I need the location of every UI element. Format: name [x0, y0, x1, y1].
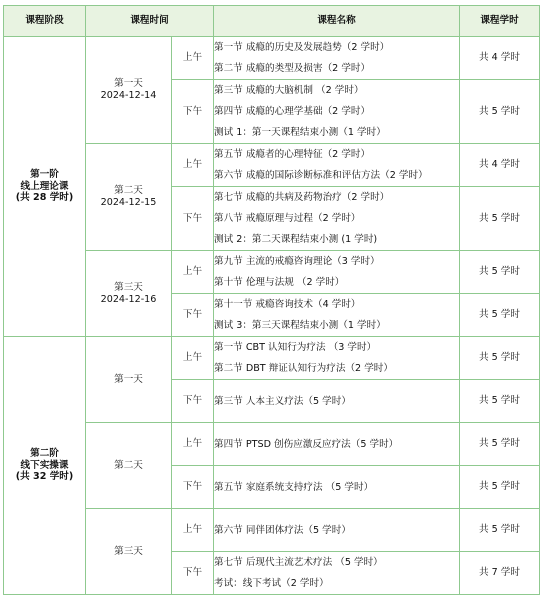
day-date: 2024-12-15 [100, 197, 157, 208]
lessons-cell [214, 294, 460, 337]
session-hours-cell: 共 5 学时 [460, 337, 540, 380]
lesson-item: 第二节 DBT 辩证认知行为疗法（2 学时） [214, 363, 393, 374]
half-day-cell: 下午 [172, 294, 214, 337]
session-hours-cell: 共 5 学时 [460, 294, 540, 337]
session-hours-cell: 共 5 学时 [460, 380, 540, 423]
day-label: 第二天 [114, 459, 143, 471]
lesson-item: 第一节 成瘾的历史及发展趋势（2 学时） [214, 42, 390, 53]
stage-title: 线下实操课 [20, 459, 69, 471]
session-hours-cell: 共 4 学时 [460, 144, 540, 187]
lessons-cell [214, 337, 460, 380]
lesson-item: 第六节 成瘾的国际诊断标准和评估方法（2 学时） [214, 170, 428, 181]
half-day-cell: 下午 [172, 466, 214, 509]
lessons-cell [214, 552, 460, 595]
lesson-item: 第七节 成瘾的共病及药物治疗（2 学时） [214, 192, 390, 203]
stage-hours: (共 32 学时) [15, 471, 74, 483]
day-date: 2024-12-14 [100, 90, 157, 101]
lessons-cell [214, 251, 460, 294]
course-schedule-table [3, 5, 540, 595]
lessons-cell [214, 187, 460, 251]
lesson-item: 第十节 伦理与法规 （2 学时） [214, 277, 345, 288]
half-day-cell: 上午 [172, 251, 214, 294]
half-day-cell: 下午 [172, 187, 214, 251]
half-day-cell: 上午 [172, 423, 214, 466]
half-day-cell: 下午 [172, 552, 214, 595]
session-hours-cell: 共 5 学时 [460, 466, 540, 509]
table-row [4, 337, 540, 380]
half-day-cell: 上午 [172, 144, 214, 187]
day-cell [86, 423, 172, 509]
lesson-item: 第六节 同伴团体疗法（5 学时） [214, 524, 351, 536]
header-time: 课程时间 [86, 6, 214, 37]
day-label: 第三天 [114, 545, 143, 557]
half-day-cell: 上午 [172, 509, 214, 552]
session-hours-cell: 共 4 学时 [460, 37, 540, 80]
lesson-item: 第五节 家庭系统支持疗法 （5 学时） [214, 481, 374, 493]
lesson-item: 测试 1：第一天课程结束小测（1 学时） [214, 127, 386, 138]
schedule-wrapper [3, 5, 540, 595]
lesson-item: 第三节 人本主义疗法（5 学时） [214, 395, 351, 407]
lessons-cell [214, 423, 460, 466]
stage-hours: (共 28 学时) [15, 192, 74, 204]
session-hours-cell: 共 5 学时 [460, 80, 540, 144]
half-day-cell: 下午 [172, 380, 214, 423]
day-cell [86, 509, 172, 595]
day-cell [86, 337, 172, 423]
day-cell [86, 251, 172, 337]
stage-name: 第一阶 [30, 168, 59, 180]
lesson-item: 第三节 成瘾的大脑机制 （2 学时） [214, 85, 364, 96]
day-cell [86, 37, 172, 144]
day-label: 第二天 [114, 185, 143, 197]
lesson-item: 第四节 PTSD 创伤应激反应疗法（5 学时） [214, 438, 399, 450]
lesson-item: 第五节 成瘾者的心理特征（2 学时） [214, 149, 371, 160]
lessons-cell [214, 380, 460, 423]
day-label: 第一天 [114, 373, 143, 385]
lesson-item: 第二节 成瘾的类型及损害（2 学时） [214, 63, 371, 74]
day-date: 2024-12-16 [100, 293, 157, 305]
lessons-cell [214, 80, 460, 144]
day-cell [86, 144, 172, 251]
lesson-item: 测试 2：第二天课程结束小测 (1 学时) [214, 234, 378, 245]
stage-cell [4, 337, 86, 595]
header-course-name: 课程名称 [214, 6, 460, 37]
half-day-cell: 下午 [172, 80, 214, 144]
lessons-cell [214, 466, 460, 509]
lesson-item: 测试 3：第三天课程结束小测（1 学时） [214, 320, 386, 331]
lesson-item: 第七节 后现代主流艺术疗法 （5 学时） [214, 557, 383, 568]
session-hours-cell: 共 5 学时 [460, 251, 540, 294]
lesson-item: 第一节 CBT 认知行为疗法 （3 学时） [214, 342, 377, 353]
session-hours-cell: 共 7 学时 [460, 552, 540, 595]
table-row [4, 37, 540, 80]
half-day-cell: 上午 [172, 37, 214, 80]
session-hours-cell: 共 5 学时 [460, 509, 540, 552]
lesson-item: 第四节 成瘾的心理学基础（2 学时） [214, 106, 371, 117]
lesson-item: 第十一节 戒瘾咨询技术（4 学时） [214, 299, 361, 310]
stage-name: 第二阶 [30, 447, 59, 459]
lessons-cell [214, 37, 460, 80]
lesson-item: 第八节 戒瘾原理与过程（2 学时） [214, 213, 361, 224]
lessons-cell [214, 144, 460, 187]
header-row [4, 6, 540, 37]
schedule-body [4, 37, 540, 595]
day-label: 第一天 [114, 78, 143, 90]
session-hours-cell: 共 5 学时 [460, 187, 540, 251]
lesson-item: 第九节 主流的戒瘾咨询理论（3 学时） [214, 256, 380, 267]
session-hours-cell: 共 5 学时 [460, 423, 540, 466]
stage-title: 线上理论课 [20, 180, 69, 192]
header-hours: 课程学时 [460, 6, 540, 37]
day-label: 第三天 [114, 281, 143, 293]
lessons-cell [214, 509, 460, 552]
half-day-cell: 上午 [172, 337, 214, 380]
lesson-item: 考试：线下考试（2 学时） [214, 578, 329, 589]
stage-cell [4, 37, 86, 337]
header-stage: 课程阶段 [4, 6, 86, 37]
